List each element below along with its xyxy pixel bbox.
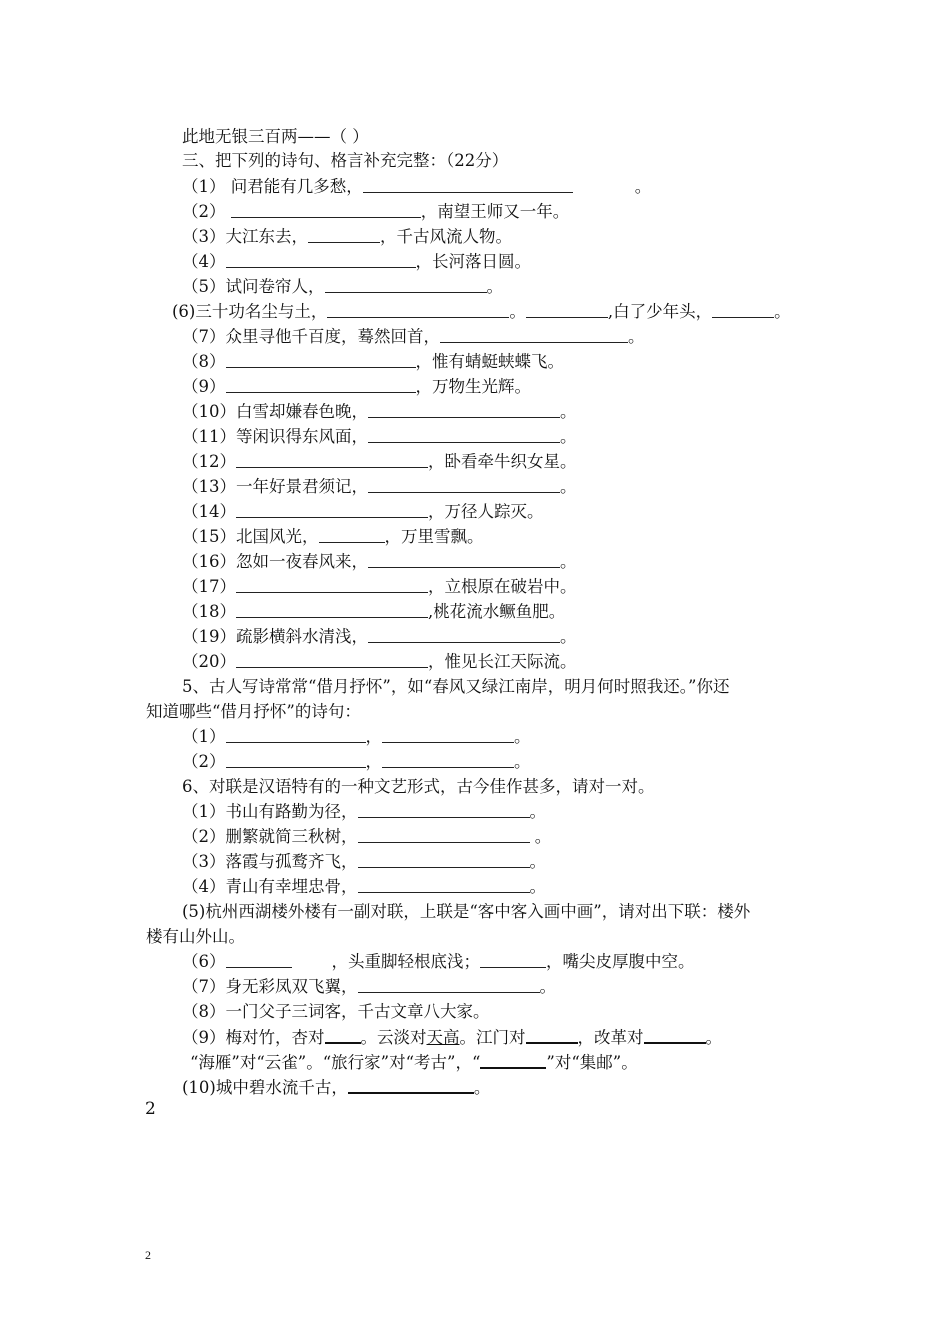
m1: （1） ， 。 xyxy=(182,727,531,746)
q5: （5）试问卷帘人， 。 xyxy=(182,277,503,296)
blank[interactable] xyxy=(382,751,514,768)
blank[interactable] xyxy=(526,1026,578,1044)
c3: （3）落霞与孤鹜齐飞， 。 xyxy=(182,852,546,871)
section-5-line1: 5、古人写诗常常“借月抒怀”，如“春风又绿江南岸，明月何时照我还。”你还 xyxy=(182,677,730,696)
c8: （8）一门父子三词客，千古文章八大家。 xyxy=(182,1002,490,1021)
blank[interactable] xyxy=(308,226,380,243)
q11: （11）等闲识得东风面， 。 xyxy=(182,427,577,446)
c6: （6） ，头重脚轻根底浅； ，嘴尖皮厚腹中空。 xyxy=(182,952,695,971)
blank[interactable] xyxy=(226,376,416,393)
blank[interactable] xyxy=(368,626,560,643)
q7: （7）众里寻他千百度，蓦然回首， 。 xyxy=(182,327,645,346)
blank[interactable] xyxy=(325,276,487,293)
q20: （20） ，惟见长江天际流。 xyxy=(182,652,577,671)
blank[interactable] xyxy=(236,576,428,593)
q14: （14） ，万径人踪灭。 xyxy=(182,502,544,521)
q16: （16）忽如一夜春风来， 。 xyxy=(182,552,577,571)
c4: （4）青山有幸埋忠骨， 。 xyxy=(182,877,546,896)
blank[interactable] xyxy=(712,301,774,318)
q1: （1） 问君能有几多愁， 。 xyxy=(182,177,652,196)
blank[interactable] xyxy=(358,876,530,893)
section-3-heading: 三、把下列的诗句、格言补充完整：（22分） xyxy=(182,151,509,170)
q12: （12） ，卧看牵牛织女星。 xyxy=(182,452,577,471)
c10: (10)城中碧水流千古， 。 xyxy=(182,1078,491,1097)
q17: （17） ，立根原在破岩中。 xyxy=(182,577,577,596)
c9: （9）梅对竹，杏对 。云淡对天高。江门对 ，改革对 。 xyxy=(182,1028,722,1047)
c5-line1: (5)杭州西湖楼外楼有一副对联，上联是“客中客入画中画”，请对出下联：楼外 xyxy=(182,902,751,921)
blank[interactable] xyxy=(325,1026,361,1044)
m2: （2） ， 。 xyxy=(182,752,531,771)
underlined-answer: 天高 xyxy=(426,1028,460,1047)
blank[interactable] xyxy=(368,426,560,443)
c9-cont: “海雁”对“云雀”。“旅行家”对“考古”，“ ”对“集邮”。 xyxy=(190,1053,638,1072)
q4: （4） ，长河落日圆。 xyxy=(182,252,531,271)
q19: （19）疏影横斜水清浅， 。 xyxy=(182,627,577,646)
blank[interactable] xyxy=(226,251,416,268)
blank[interactable] xyxy=(348,1076,474,1094)
q2: （2） ，南望王师又一年。 xyxy=(182,202,570,221)
blank[interactable] xyxy=(358,801,530,818)
blank[interactable] xyxy=(236,451,428,468)
q3: （3）大江东去， ，千古风流人物。 xyxy=(182,227,512,246)
q13: （13）一年好景君须记， 。 xyxy=(182,477,577,496)
c2: （2）删繁就简三秋树， 。 xyxy=(182,827,552,846)
c1: （1）书山有路勤为径， 。 xyxy=(182,802,546,821)
blank[interactable] xyxy=(236,501,428,518)
line-proverb: 此地无银三百两——（ ） xyxy=(182,127,369,146)
blank[interactable] xyxy=(358,851,530,868)
blank[interactable] xyxy=(368,551,560,568)
c7: （7）身无彩凤双飞翼， 。 xyxy=(182,977,556,996)
blank[interactable] xyxy=(226,951,292,968)
blank[interactable] xyxy=(526,301,608,318)
q8: （8） ，惟有蜻蜓蛱蝶飞。 xyxy=(182,352,564,371)
q15: （15）北国风光， ，万里雪飘。 xyxy=(182,527,484,546)
blank[interactable] xyxy=(319,526,385,543)
blank[interactable] xyxy=(382,726,514,743)
blank[interactable] xyxy=(358,976,540,993)
blank[interactable] xyxy=(226,751,366,768)
c5-line2: 楼有山外山。 xyxy=(146,927,245,946)
blank[interactable] xyxy=(226,726,366,743)
q9: （9） ，万物生光辉。 xyxy=(182,377,531,396)
blank[interactable] xyxy=(236,651,428,668)
blank[interactable] xyxy=(440,326,628,343)
blank[interactable] xyxy=(327,301,509,318)
blank[interactable] xyxy=(226,351,416,368)
q6: (6)三十功名尘与土， 。 ,白了少年头， 。 xyxy=(172,302,791,321)
blank[interactable] xyxy=(231,201,421,218)
section-5-line2: 知道哪些“借月抒怀”的诗句： xyxy=(146,702,361,721)
blank[interactable] xyxy=(480,1051,546,1069)
blank[interactable] xyxy=(480,951,546,968)
blank[interactable] xyxy=(236,601,428,618)
q10: （10）白雪却嫌春色晚， 。 xyxy=(182,402,577,421)
section-6-heading: 6、对联是汉语特有的一种文艺形式，古今佳作甚多，请对一对。 xyxy=(182,777,655,796)
blank[interactable] xyxy=(368,476,560,493)
blank[interactable] xyxy=(358,826,530,843)
blank[interactable] xyxy=(644,1026,706,1044)
page-number: 2 xyxy=(145,1099,156,1119)
footer-page-number: 2 xyxy=(145,1248,151,1262)
blank[interactable] xyxy=(363,176,573,193)
q18: （18） ,桃花流水鳜鱼肥。 xyxy=(182,602,566,621)
blank[interactable] xyxy=(368,401,560,418)
